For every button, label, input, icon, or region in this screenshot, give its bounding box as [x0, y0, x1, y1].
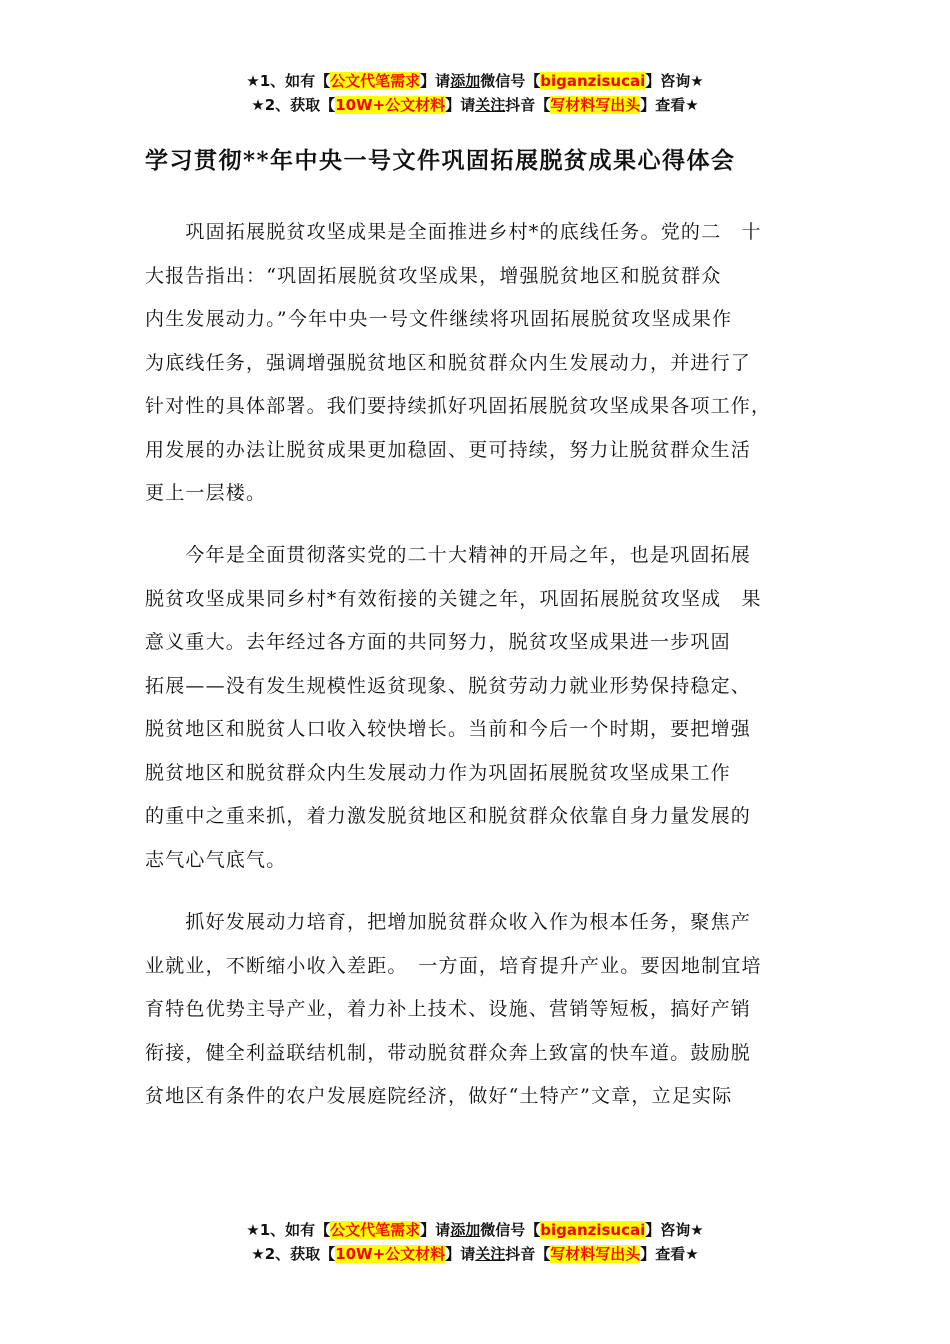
- banner-text: ★2、获取【: [251, 96, 336, 114]
- wechat-id-highlight: biganzisucai: [540, 72, 646, 90]
- paragraph-line: 今年是全面贯彻落实党的二十大精神的开局之年，也是巩固拓展: [145, 544, 752, 566]
- paragraph-line: 用发展的办法让脱贫成果更加稳固、更可持续，努力让脱贫群众生活: [145, 438, 752, 461]
- banner-text: 】咨询★: [645, 1221, 704, 1239]
- paragraph-line: 巩固拓展脱贫攻坚成果是全面推进乡村*的底线任务。党的二 十: [145, 221, 762, 243]
- douyin-account-highlight: 写材料写出头: [550, 96, 641, 114]
- banner-highlight: 公文代笔需求: [330, 1221, 421, 1239]
- banner-text: 抖音【: [505, 1245, 551, 1263]
- banner-text: ★1、如有【: [246, 1221, 331, 1239]
- document-title: 学习贯彻**年中央一号文件巩固拓展脱贫成果心得体会: [145, 147, 736, 174]
- footer-banner-line-2: [0, 1242, 950, 1266]
- paragraph-line: 志气心气底气。: [145, 848, 287, 871]
- banner-text: 】请: [420, 1221, 451, 1239]
- paragraph-line: 脱贫地区和脱贫人口收入较快增长。当前和今后一个时期，要把增强: [145, 718, 752, 740]
- banner-highlight: 公文代笔需求: [330, 72, 421, 90]
- banner-underlined-text: 关注: [475, 96, 506, 114]
- paragraph-line: 业就业，不断缩小收入差距。 一方面，培育提升产业。要因地制宜培: [145, 954, 762, 977]
- banner-text: 】查看★: [640, 96, 699, 114]
- banner-text: 】请: [420, 72, 451, 90]
- banner-text: ★1、如有【: [246, 72, 331, 90]
- banner-underlined-text: 添加: [450, 72, 481, 90]
- banner-highlight: 10W+公文材料: [335, 96, 446, 114]
- paragraph-line: 脱贫地区和脱贫群众内生发展动力作为巩固拓展脱贫攻坚成果工作: [145, 761, 731, 784]
- paragraph-line: 更上一层楼。: [145, 482, 267, 504]
- banner-text: 抖音【: [505, 96, 551, 114]
- paragraph-line: 意义重大。去年经过各方面的共同努力，脱贫攻坚成果进一步巩固: [145, 631, 731, 653]
- wechat-id-highlight: biganzisucai: [540, 1221, 646, 1239]
- banner-text: 微信号【: [480, 1221, 541, 1239]
- banner-underlined-text: 关注: [475, 1245, 506, 1263]
- footer-banner-line-1: [0, 1218, 950, 1242]
- banner-text: ★2、获取【: [251, 1245, 336, 1263]
- paragraph-line: 衔接，健全利益联结机制，带动脱贫群众奔上致富的快车道。鼓励脱: [145, 1041, 752, 1064]
- banner-text: 】查看★: [640, 1245, 699, 1263]
- footer-banner: [0, 1218, 950, 1266]
- banner-text: 微信号【: [480, 72, 541, 90]
- banner-text: 】咨询★: [645, 72, 704, 90]
- paragraph-line: 为底线任务，强调增强脱贫地区和脱贫群众内生发展动力，并进行了: [145, 351, 752, 374]
- body-paragraph-3: [145, 901, 835, 1119]
- paragraph-line: 育特色优势主导产业，着力补上技术、设施、营销等短板，搞好产销: [145, 998, 752, 1020]
- banner-text: 】请: [445, 1245, 476, 1263]
- paragraph-line: 的重中之重来抓，着力激发脱贫地区和脱贫群众依靠自身力量发展的: [145, 805, 752, 827]
- banner-text: 】请: [445, 96, 476, 114]
- paragraph-line: 抓好发展动力培育，把增加脱贫群众收入作为根本任务，聚焦产: [145, 911, 752, 933]
- paragraph-line: 拓展——没有发生规模性返贫现象、脱贫劳动力就业形势保持稳定、: [145, 674, 752, 697]
- banner-underlined-text: 添加: [450, 1221, 481, 1239]
- header-banner-line-2: [0, 93, 950, 117]
- douyin-account-highlight: 写材料写出头: [550, 1245, 641, 1263]
- body-paragraph-2: [145, 534, 835, 882]
- banner-highlight: 10W+公文材料: [335, 1245, 446, 1263]
- paragraph-line: 内生发展动力。”今年中央一号文件继续将巩固拓展脱贫攻坚成果作: [145, 308, 733, 330]
- body-paragraph-1: [145, 211, 835, 516]
- paragraph-line: 脱贫攻坚成果同乡村*有效衔接的关键之年，巩固拓展脱贫攻坚成 果: [145, 587, 762, 610]
- header-banner-line-1: [0, 69, 950, 93]
- paragraph-line: 大报告指出：“巩固拓展脱贫攻坚成果，增强脱贫地区和脱贫群众: [145, 264, 722, 287]
- paragraph-line: 针对性的具体部署。我们要持续抓好巩固拓展脱贫攻坚成果各项工作，: [145, 395, 772, 417]
- header-banner: [0, 69, 950, 117]
- paragraph-line: 贫地区有条件的农户发展庭院经济，做好“土特产”文章，立足实际: [145, 1085, 733, 1107]
